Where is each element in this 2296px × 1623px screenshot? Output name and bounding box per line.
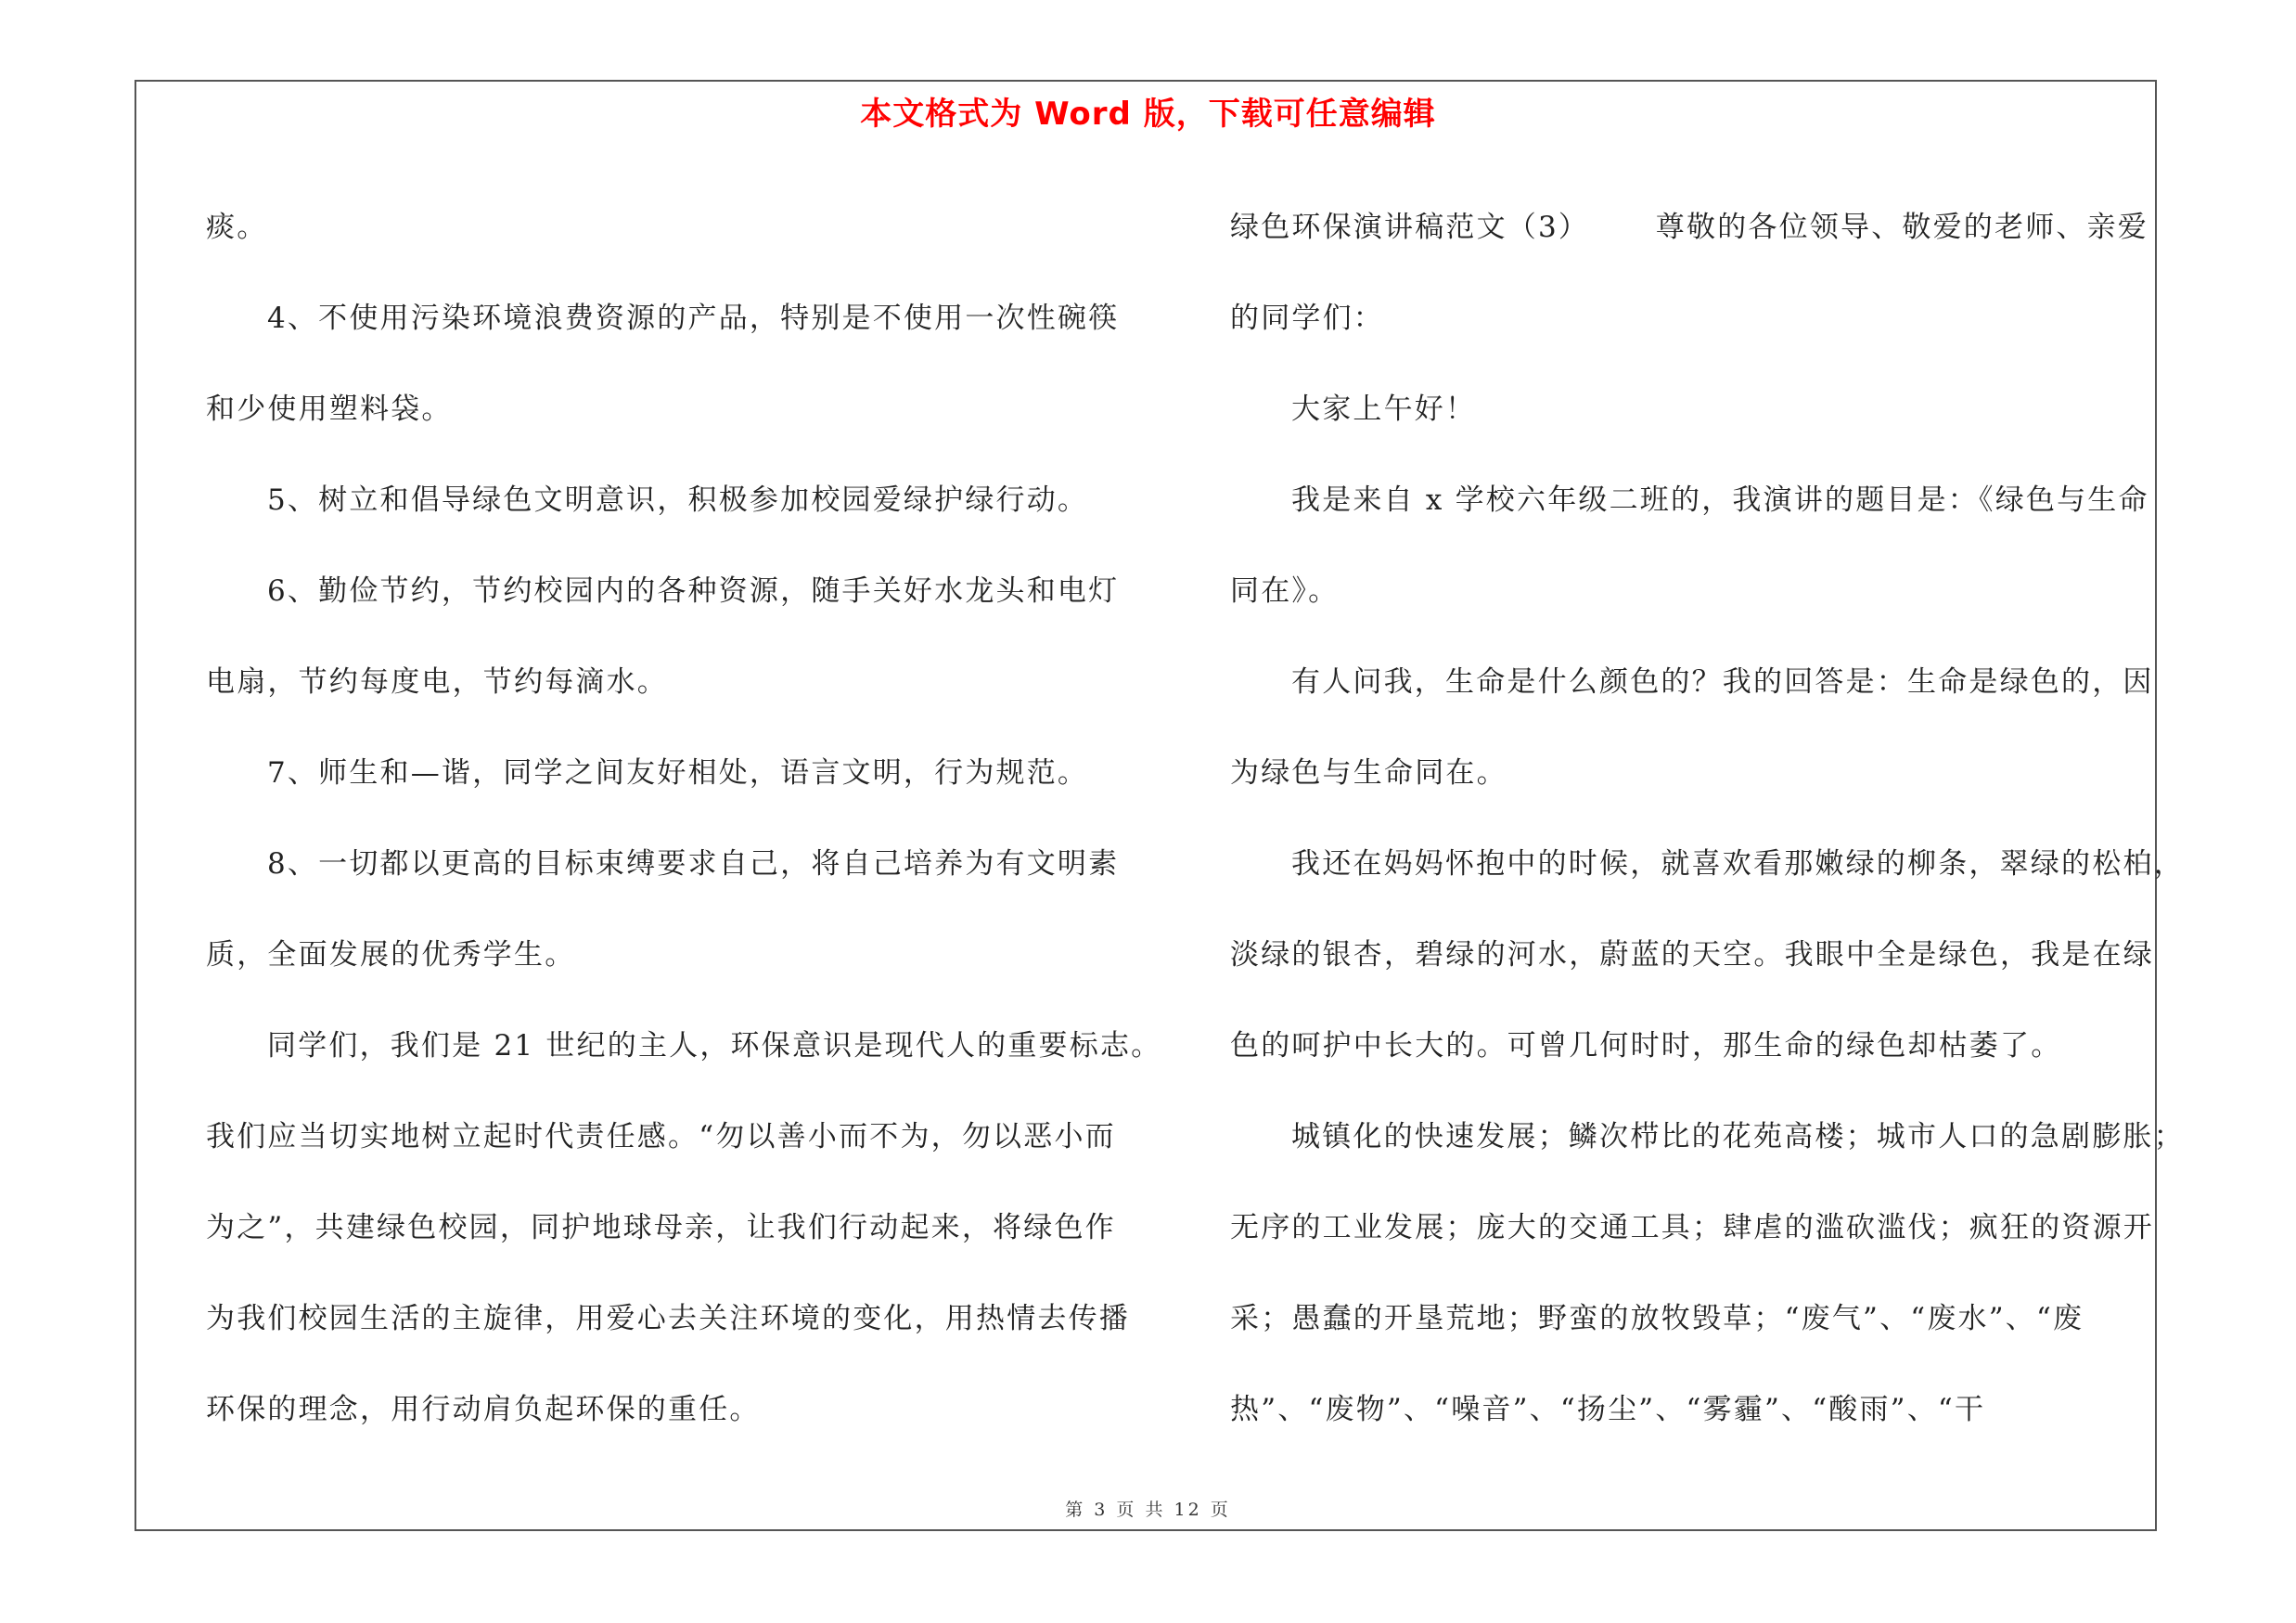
text-line: 电扇，节约每度电，节约每滴水。 (206, 665, 668, 699)
text-line: 为之”，共建绿色校园，同护地球母亲，让我们行动起来，将绿色作 (206, 1211, 1116, 1244)
text-line: 为绿色与生命同在。 (1230, 756, 1507, 790)
text-line: 淡绿的银杏，碧绿的河水，蔚蓝的天空。我眼中全是绿色，我是在绿 (1230, 938, 2154, 972)
text-line: 8、一切都以更高的目标束缚要求自己，将自己培养为有文明素 (267, 847, 1120, 881)
text-line: 采；愚蠢的开垦荒地；野蛮的放牧毁草；“废气”、“废水”、“废 (1230, 1302, 2084, 1335)
header-banner: 本文格式为 Word 版，下载可任意编辑 (860, 96, 1436, 133)
text-line: 无序的工业发展；庞大的交通工具；肆虐的滥砍滥伐；疯狂的资源开 (1230, 1211, 2154, 1244)
text-line: 为我们校园生活的主旋律，用爱心去关注环境的变化，用热情去传播 (206, 1302, 1130, 1335)
text-line: 同学们，我们是 21 世纪的主人，环保意识是现代人的重要标志。 (267, 1029, 1162, 1063)
text-line: 尊敬的各位领导、敬爱的老师、亲爱 (1655, 211, 2148, 244)
text-line: 色的呵护中长大的。可曾几何时时，那生命的绿色却枯萎了。 (1230, 1029, 2062, 1063)
text-line: 环保的理念，用行动肩负起环保的重任。 (206, 1393, 761, 1426)
text-line: 我是来自 x 学校六年级二班的，我演讲的题目是：《绿色与生命 (1291, 483, 2149, 517)
text-line: 热”、“废物”、“噪音”、“扬尘”、“雾霾”、“酸雨”、“干 (1230, 1393, 1986, 1426)
text-line: 和少使用塑料袋。 (206, 393, 453, 426)
text-line: 质，全面发展的优秀学生。 (206, 938, 576, 972)
text-line: 痰。 (206, 211, 268, 244)
text-line: 城镇化的快速发展；鳞次栉比的花苑高楼；城市人口的急剧膨胀； (1291, 1120, 2185, 1153)
section-title-line (1230, 182, 2148, 273)
page-number: 第 3 页 共 12 页 (1065, 1500, 1231, 1520)
text-line: 7、师生和—谐，同学之间友好相处，语言文明，行为规范。 (267, 756, 1089, 790)
text-line: 同在》。 (1230, 574, 1340, 608)
right-column (1230, 182, 2185, 1455)
text-line: 有人问我，生命是什么颜色的？我的回答是：生命是绿色的，因 (1291, 665, 2154, 699)
left-column (206, 182, 1162, 1455)
section-title: 绿色环保演讲稿范文（3） (1230, 211, 1590, 244)
text-line: 4、不使用污染环境浪费资源的产品，特别是不使用一次性碗筷 (267, 302, 1120, 335)
text-line: 6、勤俭节约，节约校园内的各种资源，随手关好水龙头和电灯 (267, 574, 1120, 608)
text-line: 的同学们： (1230, 302, 1384, 335)
text-line: 我还在妈妈怀抱中的时候，就喜欢看那嫩绿的柳条，翠绿的松柏， (1291, 847, 2185, 881)
text-line: 5、树立和倡导绿色文明意识，积极参加校园爱绿护绿行动。 (267, 483, 1089, 517)
text-line: 大家上午好！ (1291, 393, 1477, 426)
text-line: 我们应当切实地树立起时代责任感。“勿以善小而不为，勿以恶小而 (206, 1120, 1116, 1153)
